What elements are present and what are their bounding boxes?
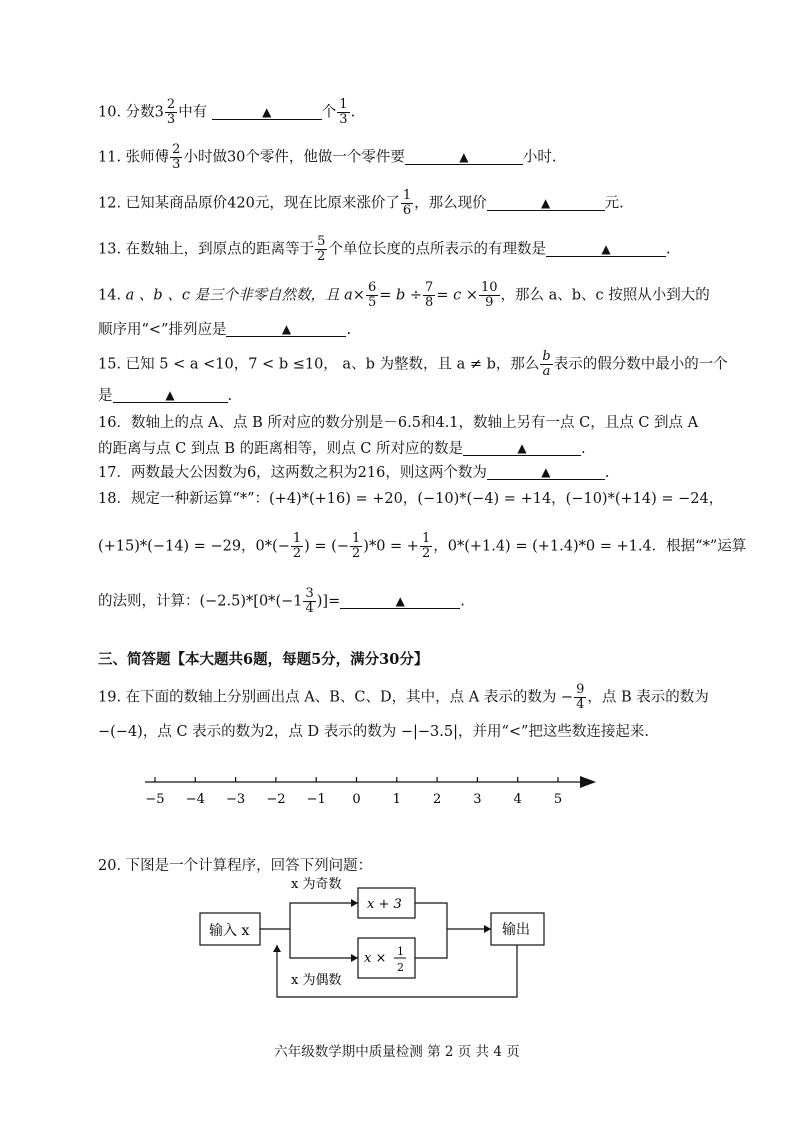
question-10: 10. 分数3 $\frac{2}{3}$ 中有 ▲ 个 $\frac{1}{3}$ .: [98, 97, 356, 127]
answer-blank[interactable]: ▲: [487, 463, 605, 480]
op-odd-label: x + 3: [367, 897, 402, 912]
number-line: [140, 765, 600, 815]
page-footer: 六年级数学期中质量检测 第 2 页 共 4 页: [274, 1044, 520, 1060]
section-title: 三、简答题【本大题共6题，每题5分，满分30分】: [98, 651, 429, 668]
answer-blank[interactable]: ▲: [340, 592, 460, 609]
arrow-right-icon: [580, 776, 596, 788]
answer-blank[interactable]: ▲: [405, 148, 523, 165]
question-20: 20. 下图是一个计算程序，回答下列问题：: [98, 858, 373, 874]
answer-blank[interactable]: ▲: [463, 439, 581, 456]
question-13: 13. 在数轴上，到原点的距离等于 $\frac{5}{2}$ 个单位长度的点所表示的有理数是 ▲ .: [98, 234, 671, 264]
tick-label: 0: [352, 792, 361, 807]
tick-label: 1: [392, 792, 401, 807]
tick-label: 2: [432, 792, 442, 807]
tick-label: −3: [226, 792, 246, 807]
fraction: $\frac{2}{3}$: [166, 97, 176, 127]
question-16: 16．数轴上的点 A、点 B 所对应的数分别是－6.5和4.1，数轴上另有一点 C，且点 C 到点 A: [98, 415, 699, 431]
tick-label: −4: [185, 792, 205, 807]
question-18-line3: 的法则，计算：(−2.5)*[0*(−1 $\frac{3}{4}$ )]= ▲ .: [98, 586, 465, 616]
flowchart: [195, 875, 555, 1005]
question-15-line2: 是 ▲ .: [98, 388, 233, 404]
op-even-den: 2: [397, 961, 404, 974]
odd-label: x 为奇数: [291, 877, 342, 892]
question-11: 11. 张师傅 $\frac{2}{3}$ 小时做30个零件，他做一个零件要 ▲ 小时.: [98, 142, 557, 172]
question-19: 19. 在下面的数轴上分别画出点 A、B、C、D，其中，点 A 表示的数为 − $\frac{9}{4}$ ，点 B 表示的数为: [98, 682, 709, 712]
answer-blank[interactable]: ▲: [487, 194, 605, 211]
input-label: 输入 x: [209, 923, 250, 939]
question-15: 15. 已知 5 < a <10，7 < b ≤10， a、b 为整数，且 a ≠ b，那么 $\frac{b}{a}$ 表示的假分数中最小的一个: [98, 349, 728, 379]
question-14-line2: 顺序用“<”排列应是 ▲ .: [98, 322, 352, 338]
answer-blank[interactable]: ▲: [113, 386, 228, 403]
question-18: 18．规定一种新运算“*”：(+4)*(+16) = +20，(−10)*(−4) = +14，(−10)*(+14) = −24，: [98, 491, 724, 507]
tick-label: −5: [145, 792, 165, 807]
question-12: 12. 已知某商品原价420元，现在比原来涨价了 $\frac{1}{6}$ ，那么现价 ▲ 元.: [98, 188, 624, 218]
tick-label: −2: [266, 792, 286, 807]
output-label: 输出: [502, 922, 530, 938]
question-14: 14. a 、b 、c 是三个非零自然数，且 a× $\frac{6}{5}$ = b ÷ $\frac{7}{8}$ = c × $\frac{10}{9}$ ，那么 a、b、c 按照从小到大的: [98, 280, 710, 310]
even-label: x 为偶数: [291, 973, 342, 988]
tick-label: 3: [473, 792, 482, 807]
tick-label: −1: [306, 792, 326, 807]
question-19-line2: −(−4)，点 C 表示的数为2，点 D 表示的数为 −|−3.5|，并用“<”把这些数连接起来.: [98, 724, 650, 740]
op-even-label: x ×: [364, 951, 387, 966]
question-18-line2: (+15)*(−14) = −29，0*(− $\frac{1}{2}$ ) = (− $\frac{1}{2}$ )*0 = + $\frac{1}{2}$ ，0*(+1.4) = (+1.4)*0 = +1.4．根据“*”运算: [98, 531, 747, 561]
tick-label: 4: [513, 792, 522, 807]
answer-blank[interactable]: ▲: [212, 103, 322, 120]
tick-label: 5: [553, 792, 563, 807]
question-17: 17．两数最大公因数为6，这两数之积为216，则这两个数为 ▲ .: [98, 465, 610, 481]
answer-blank[interactable]: ▲: [226, 320, 346, 337]
question-16-line2: 的距离与点 C 到点 B 的距离相等，则点 C 所对应的数是 ▲ .: [98, 441, 586, 457]
op-even-num: 1: [397, 945, 404, 958]
answer-blank[interactable]: ▲: [546, 240, 666, 257]
